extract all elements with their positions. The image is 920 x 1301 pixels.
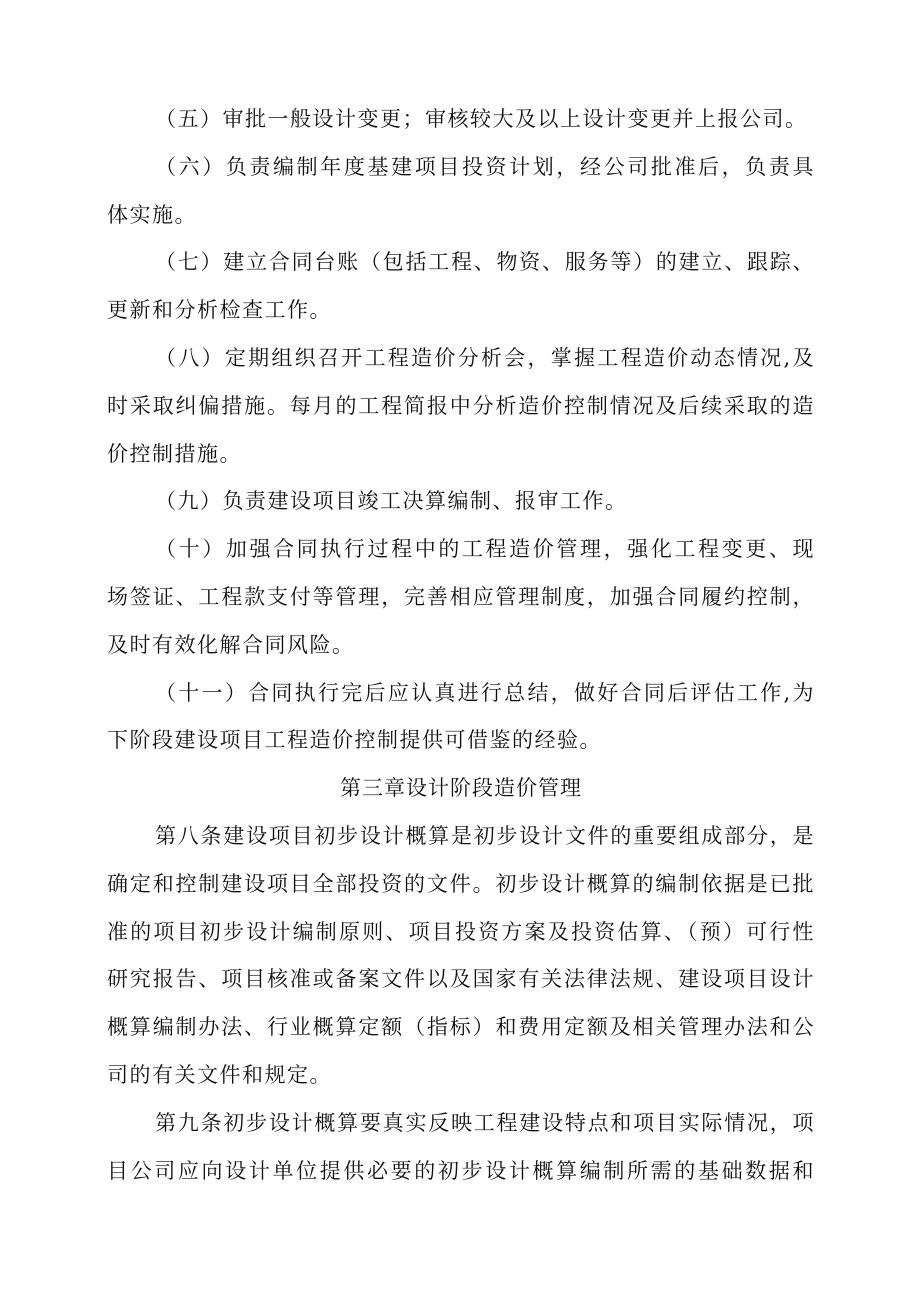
paragraph-line: 司的有关文件和规定。 xyxy=(107,1062,332,1087)
paragraph-line: （十）加强合同执行过程中的工程造价管理，强化工程变更、现 xyxy=(155,537,815,562)
paragraph-line: （九）负责建设项目竣工决算编制、报审工作。 xyxy=(155,489,628,514)
paragraph-line: 价控制措施。 xyxy=(107,441,242,466)
paragraph-line: （五）审批一般设计变更；审核较大及以上设计变更并上报公司。 xyxy=(155,107,808,131)
paragraph-line: 目公司应向设计单位提供必要的初步设计概算编制所需的基础数据和 xyxy=(107,1158,815,1183)
paragraph-line: 准的项目初步设计编制原则、项目投资方案及投资估算、（预）可行性 xyxy=(107,919,815,944)
document-page xyxy=(107,96,815,1195)
paragraph-line: 下阶段建设项目工程造价控制提供可借鉴的经验。 xyxy=(107,728,602,753)
paragraph-line: 场签证、工程款支付等管理，完善相应管理制度，加强合同履约控制， xyxy=(107,584,815,609)
paragraph xyxy=(107,96,815,144)
paragraph-line: 概算编制办法、行业概算定额（指标）和费用定额及相关管理办法和公 xyxy=(107,1015,815,1040)
paragraph-line: （十一）合同执行完后应认真进行总结，做好合同后评估工作,为 xyxy=(155,680,815,705)
paragraph xyxy=(107,526,815,669)
paragraph-line: 研究报告、项目核准或备案文件以及国家有关法律法规、建设项目设计 xyxy=(107,967,815,992)
paragraph-line: 时采取纠偏措施。每月的工程简报中分析造价控制情况及后续采取的造 xyxy=(107,393,815,418)
paragraph xyxy=(107,813,815,1100)
paragraph-line: 确定和控制建设项目全部投资的文件。初步设计概算的编制依据是已批 xyxy=(107,871,815,896)
paragraph-line: 体实施。 xyxy=(107,202,197,227)
paragraph-line: （七）建立合同台账（包括工程、物资、服务等）的建立、跟踪、 xyxy=(155,250,815,275)
paragraph-line: 第九条初步设计概算要真实反映工程建设特点和项目实际情况，项 xyxy=(155,1110,815,1135)
paragraph-line: （六）负责编制年度基建项目投资计划，经公司批准后，负责具 xyxy=(155,154,815,179)
paragraph-line: 更新和分析检查工作。 xyxy=(107,298,332,323)
paragraph-line: （八）定期组织召开工程造价分析会，掌握工程造价动态情况,及 xyxy=(155,345,815,370)
paragraph xyxy=(107,239,815,335)
paragraph xyxy=(107,335,815,478)
paragraph xyxy=(107,670,815,766)
paragraph xyxy=(107,478,815,526)
paragraph-line: 第八条建设项目初步设计概算是初步设计文件的重要组成部分，是 xyxy=(155,823,815,848)
chapter-heading: 第三章设计阶段造价管理 xyxy=(340,776,582,801)
paragraph-line: 及时有效化解合同风险。 xyxy=(107,632,355,657)
paragraph xyxy=(107,144,815,240)
paragraph xyxy=(107,1100,815,1196)
